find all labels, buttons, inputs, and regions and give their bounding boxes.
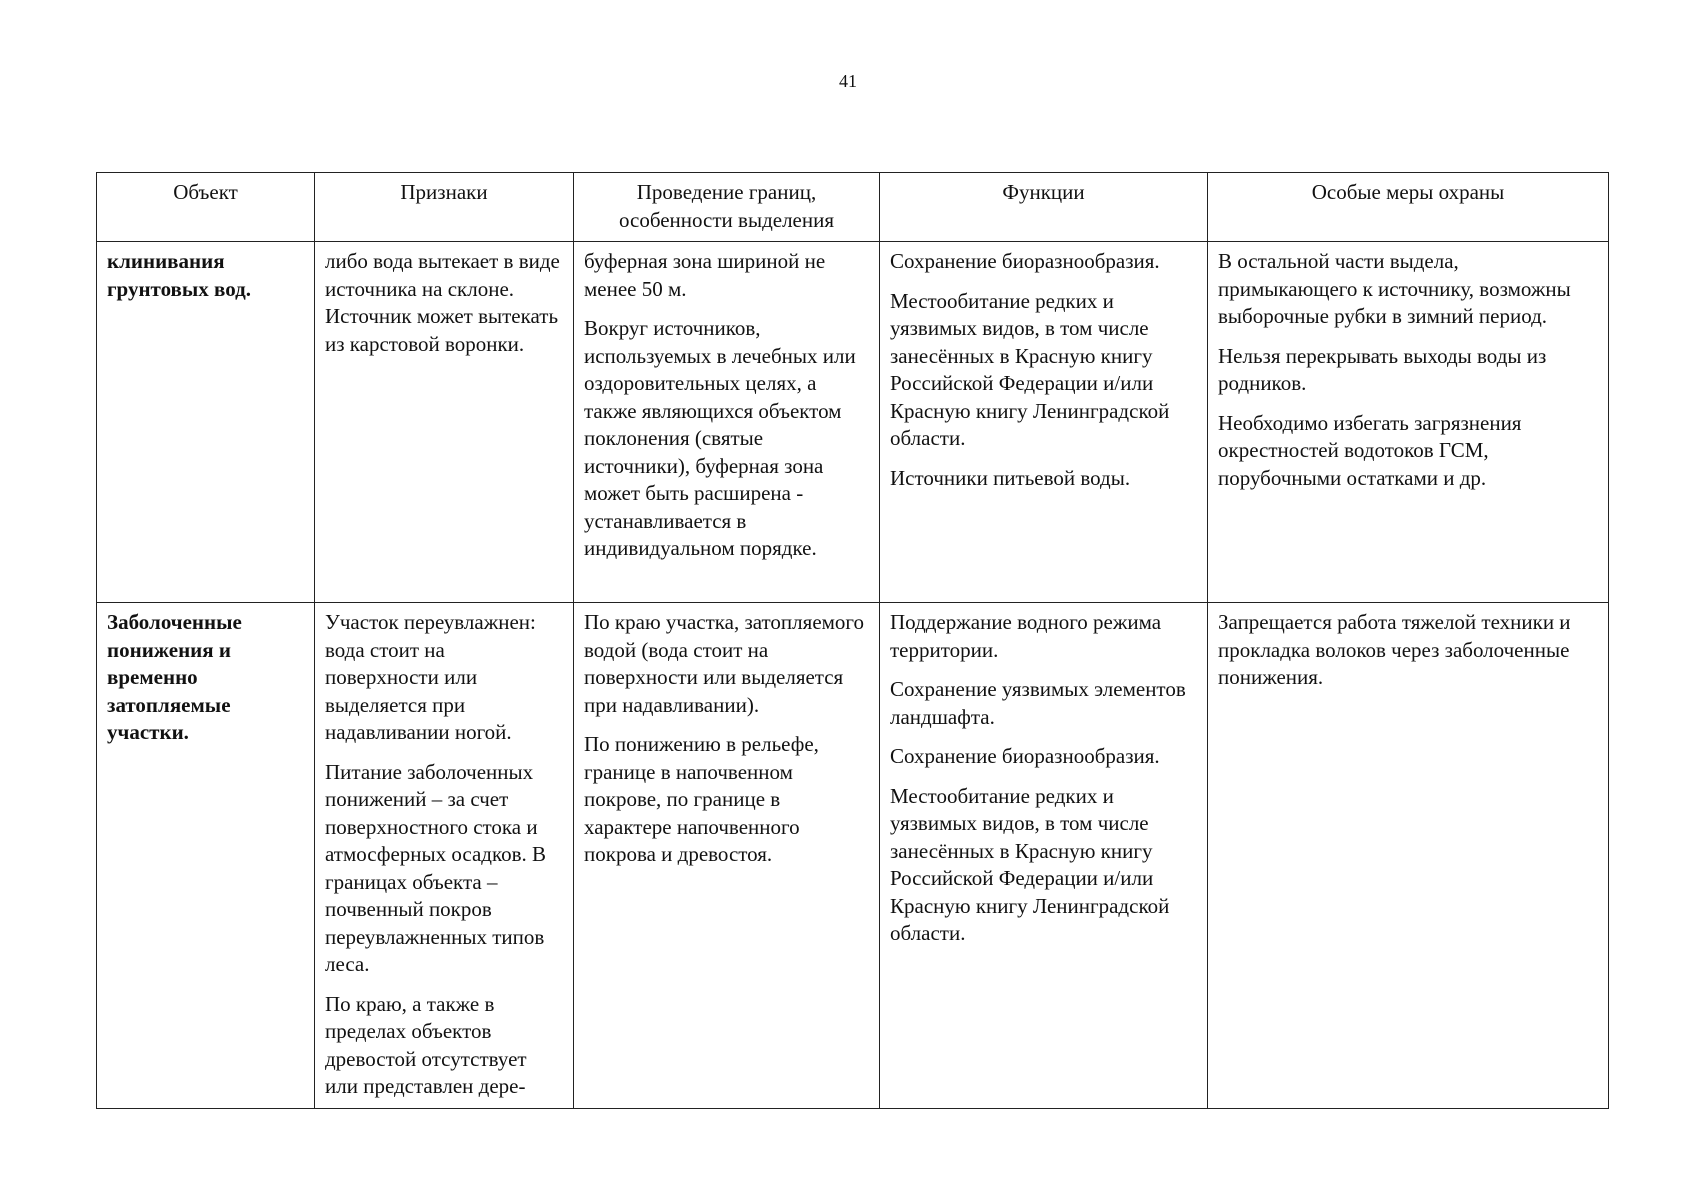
header-measures: Особые меры охраны (1208, 173, 1609, 242)
functions-text: Местообитание редких и уязвимых видов, в том числе занесённых в Красную книгу Российской Федерации и/или Красную книгу Ленинградской области. (890, 783, 1170, 945)
signs-text: Питание заболоченных понижений – за счет поверхностного стока и атмосферных осадков. В границах объекта – почвенный покров переувлажненных типов леса. (325, 759, 547, 976)
signs-cell (315, 603, 574, 1109)
object-cell (97, 603, 315, 1109)
measures-cell (1208, 242, 1609, 603)
measures-text: В остальной части выдела, примыкающего к источнику, возможны выборочные рубки в зимний период. (1218, 249, 1571, 328)
measures-text: Необходимо избегать загрязнения окрестностей водотоков ГСМ, порубочными остатками и др. (1218, 410, 1522, 490)
signs-text: По краю, а также в пределах объектов древостой отсутствует или представлен дере- (325, 991, 527, 1098)
boundaries-text: Вокруг источников, используемых в лечебных или оздоровительных целях, а также являющихся объектом поклонения (святые источники), буферная зона может быть расширена - устанавливается в индивидуальном порядке. (584, 316, 856, 560)
header-boundaries: Проведение границ, особенности выделения (574, 173, 880, 242)
boundaries-cell (574, 603, 880, 1109)
functions-cell (880, 242, 1208, 603)
page-number: 41 (839, 71, 857, 91)
functions-cell (880, 603, 1208, 1109)
object-cell (97, 242, 315, 603)
measures-text: Запрещается работа тяжелой техники и прокладка волоков через заболоченные понижения. (1218, 610, 1571, 689)
signs-cell (315, 242, 574, 603)
header-object: Объект (97, 173, 315, 242)
signs-text: Участок переувлажнен: вода стоит на поверхности или выделяется при надавливании ногой. (325, 610, 536, 744)
functions-text: Местообитание редких и уязвимых видов, в том числе занесённых в Красную книгу Российской Федерации и/или Красную книгу Ленинградской области. (890, 288, 1170, 450)
functions-text: Источники питьевой воды. (890, 465, 1131, 490)
functions-text: Поддержание водного режима территории. (890, 610, 1162, 662)
boundaries-text: По краю участка, затопляемого водой (вода стоит на поверхности или выделяется при надавливании). (584, 610, 865, 717)
functions-text: Сохранение биоразнообразия. (890, 249, 1160, 273)
table-row (97, 603, 1609, 1109)
measures-cell (1208, 603, 1609, 1109)
measures-text: Нельзя перекрывать выходы воды из родников. (1218, 343, 1547, 395)
object-name: Заболоченные понижения и временно затопляемые участки. (107, 610, 242, 744)
object-name: клинивания грунтовых вод. (107, 249, 252, 301)
functions-text: Сохранение уязвимых элементов ландшафта. (890, 677, 1186, 729)
table-row (97, 242, 1609, 603)
protection-table (96, 172, 1609, 1109)
signs-text: либо вода вытекает в виде источника на склоне. Источник может вытекать из карстовой воронки. (325, 249, 560, 356)
table-header-row (97, 173, 1609, 242)
header-signs: Признаки (315, 173, 574, 242)
header-functions: Функции (880, 173, 1208, 242)
boundaries-text: По понижению в рельефе, границе в напочвенном покрове, по границе в характере напочвенного покрова и древостоя. (584, 732, 819, 866)
boundaries-cell (574, 242, 880, 603)
boundaries-text: буферная зона шириной не менее 50 м. (584, 249, 826, 301)
functions-text: Сохранение биоразнообразия. (890, 744, 1160, 768)
